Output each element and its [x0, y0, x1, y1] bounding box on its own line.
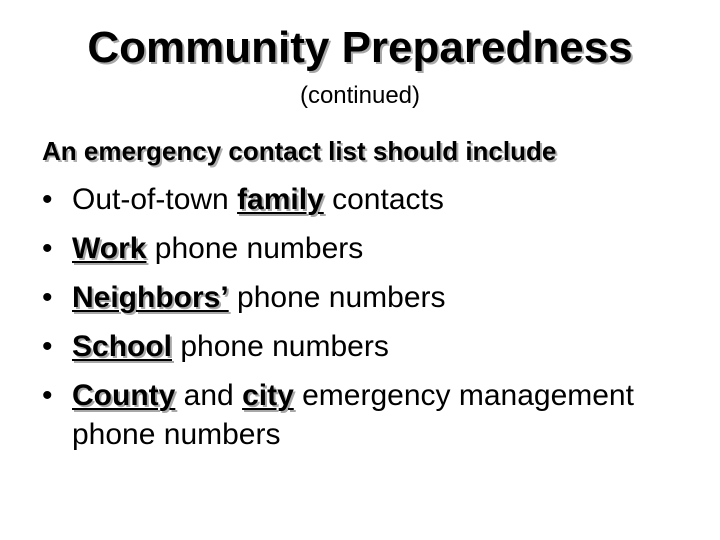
bullet-text: and: [175, 379, 243, 412]
bullet-dot-icon: •: [42, 379, 53, 412]
slide-title: Community Preparedness: [87, 23, 633, 72]
bullet-text: phone numbers: [146, 232, 364, 265]
bullet-emphasis: family: [237, 183, 324, 216]
bullet-dot-icon: •: [42, 232, 53, 265]
bullet-item-neighbors: [42, 278, 682, 317]
bullet-list: [42, 180, 682, 464]
bullet-text: emergency management phone numbers: [72, 379, 634, 451]
bullet-text: contacts: [323, 183, 444, 216]
bullet-text: phone numbers: [228, 281, 446, 314]
bullet-item-county-city: [42, 376, 682, 454]
bullet-emphasis: Neighbors’: [72, 281, 229, 314]
bullet-emphasis: Work: [72, 232, 147, 265]
bullet-text: phone numbers: [172, 330, 389, 363]
bullet-dot-icon: •: [42, 330, 53, 363]
bullet-text: Out-of-town: [72, 183, 238, 216]
bullet-dot-icon: •: [42, 281, 53, 314]
slide-subtitle: (continued): [299, 82, 421, 109]
bullet-emphasis: County: [72, 379, 176, 412]
bullet-dot-icon: •: [42, 183, 53, 216]
bullet-item-work: [42, 229, 682, 268]
bullet-item-family: [42, 180, 682, 219]
bullet-item-school: [42, 327, 682, 366]
bullet-emphasis: School: [72, 330, 173, 363]
bullet-emphasis: city: [242, 379, 294, 412]
list-intro: An emergency contact list should include: [42, 136, 557, 166]
